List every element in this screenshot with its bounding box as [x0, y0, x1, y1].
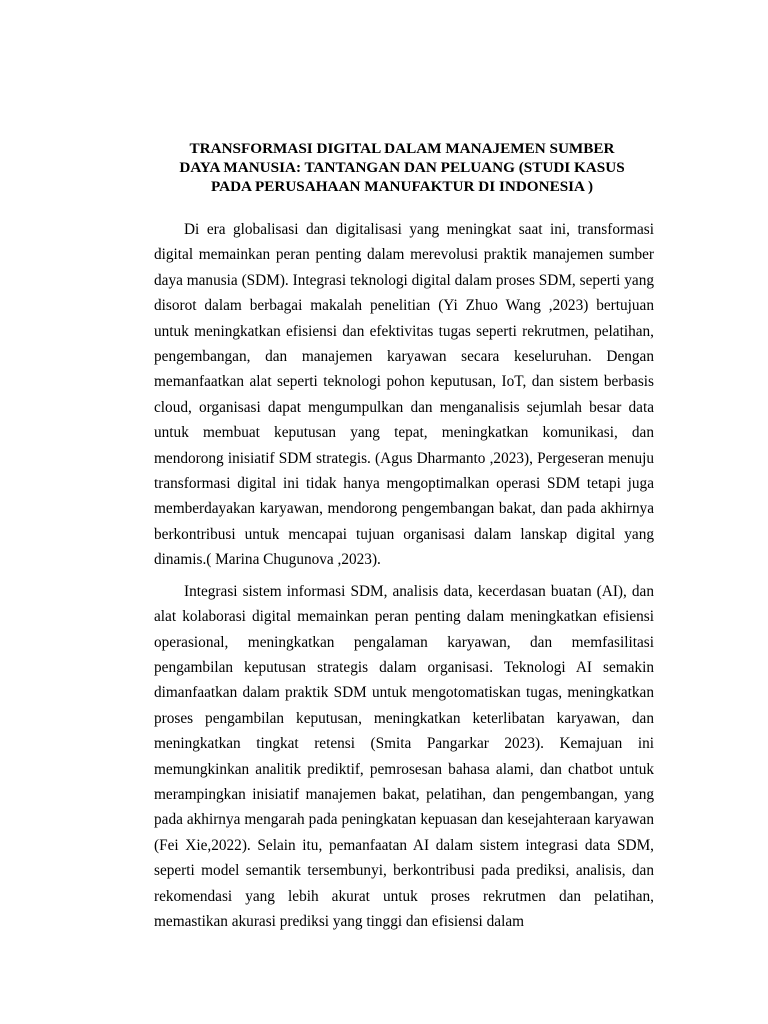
paragraph-2: Integrasi sistem informasi SDM, analisis data, kecerdasan buatan (AI), dan alat kolaborasi digital memainkan peran penting dalam meningkatkan efisiensi operasional, meningkatkan pengalaman karyawan, dan memfasilitasi pengambilan keputusan strategis dalam organisasi. Teknologi AI semakin dimanfaatkan dalam praktik SDM untuk mengotomatiskan tugas, meningkatkan proses pengambilan keputusan, meningkatkan keterlibatan karyawan, dan meningkatkan tingkat retensi (Smita Pangarkar 2023). Kemajuan ini memungkinkan analitik prediktif, pemrosesan bahasa alami, dan chatbot untuk merampingkan inisiatif manajemen bakat, pelatihan, dan pengembangan, yang pada akhirnya mengarah pada peningkatan kepuasan dan kesejahteraan karyawan (Fei Xie,2022). Selain itu, pemanfaatan AI dalam sistem integrasi data SDM, seperti model semantik tersembunyi, berkontribusi pada prediksi, analisis, dan rekomendasi yang lebih akurat untuk proses rekrutmen dan pelatihan, memastikan akurasi prediksi yang tinggi dan efisiensi dalam — [154, 582, 654, 930]
title-line-1: TRANSFORMASI DIGITAL DALAM MANAJEMEN SUMBER — [189, 140, 615, 157]
paragraph-1: Di era globalisasi dan digitalisasi yang meningkat saat ini, transformasi digital memainkan peran penting dalam merevolusi praktik manajemen sumber daya manusia (SDM). Integrasi teknologi digital dalam proses SDM, seperti yang disorot dalam berbagai makalah penelitian (Yi Zhuo Wang ,2023) bertujuan untuk meningkatkan efisiensi dan efektivitas tugas seperti rekrutmen, pelatihan, pengembangan, dan manajemen karyawan secara keseluruhan. Dengan memanfaatkan alat seperti teknologi pohon keputusan, IoT, dan sistem berbasis cloud, organisasi dapat mengumpulkan dan menganalisis sejumlah besar data untuk membuat keputusan yang tepat, meningkatkan komunikasi, dan mendorong inisiatif SDM strategis. (Agus Dharmanto ,2023), Pergeseran menuju transformasi digital ini tidak hanya mengoptimalkan operasi SDM tetapi juga memberdayakan karyawan, mendorong pengembangan bakat, dan pada akhirnya berkontribusi untuk mencapai tujuan organisasi dalam lanskap digital yang dinamis.( Marina Chugunova ,2023). — [154, 221, 654, 569]
document-body — [154, 217, 654, 940]
title-line-3: PADA PERUSAHAAN MANUFAKTUR DI INDONESIA ) — [210, 178, 594, 195]
title-line-2: DAYA MANUSIA: TANTANGAN DAN PELUANG (STUDI KASUS — [179, 159, 625, 176]
document-title — [150, 139, 654, 196]
